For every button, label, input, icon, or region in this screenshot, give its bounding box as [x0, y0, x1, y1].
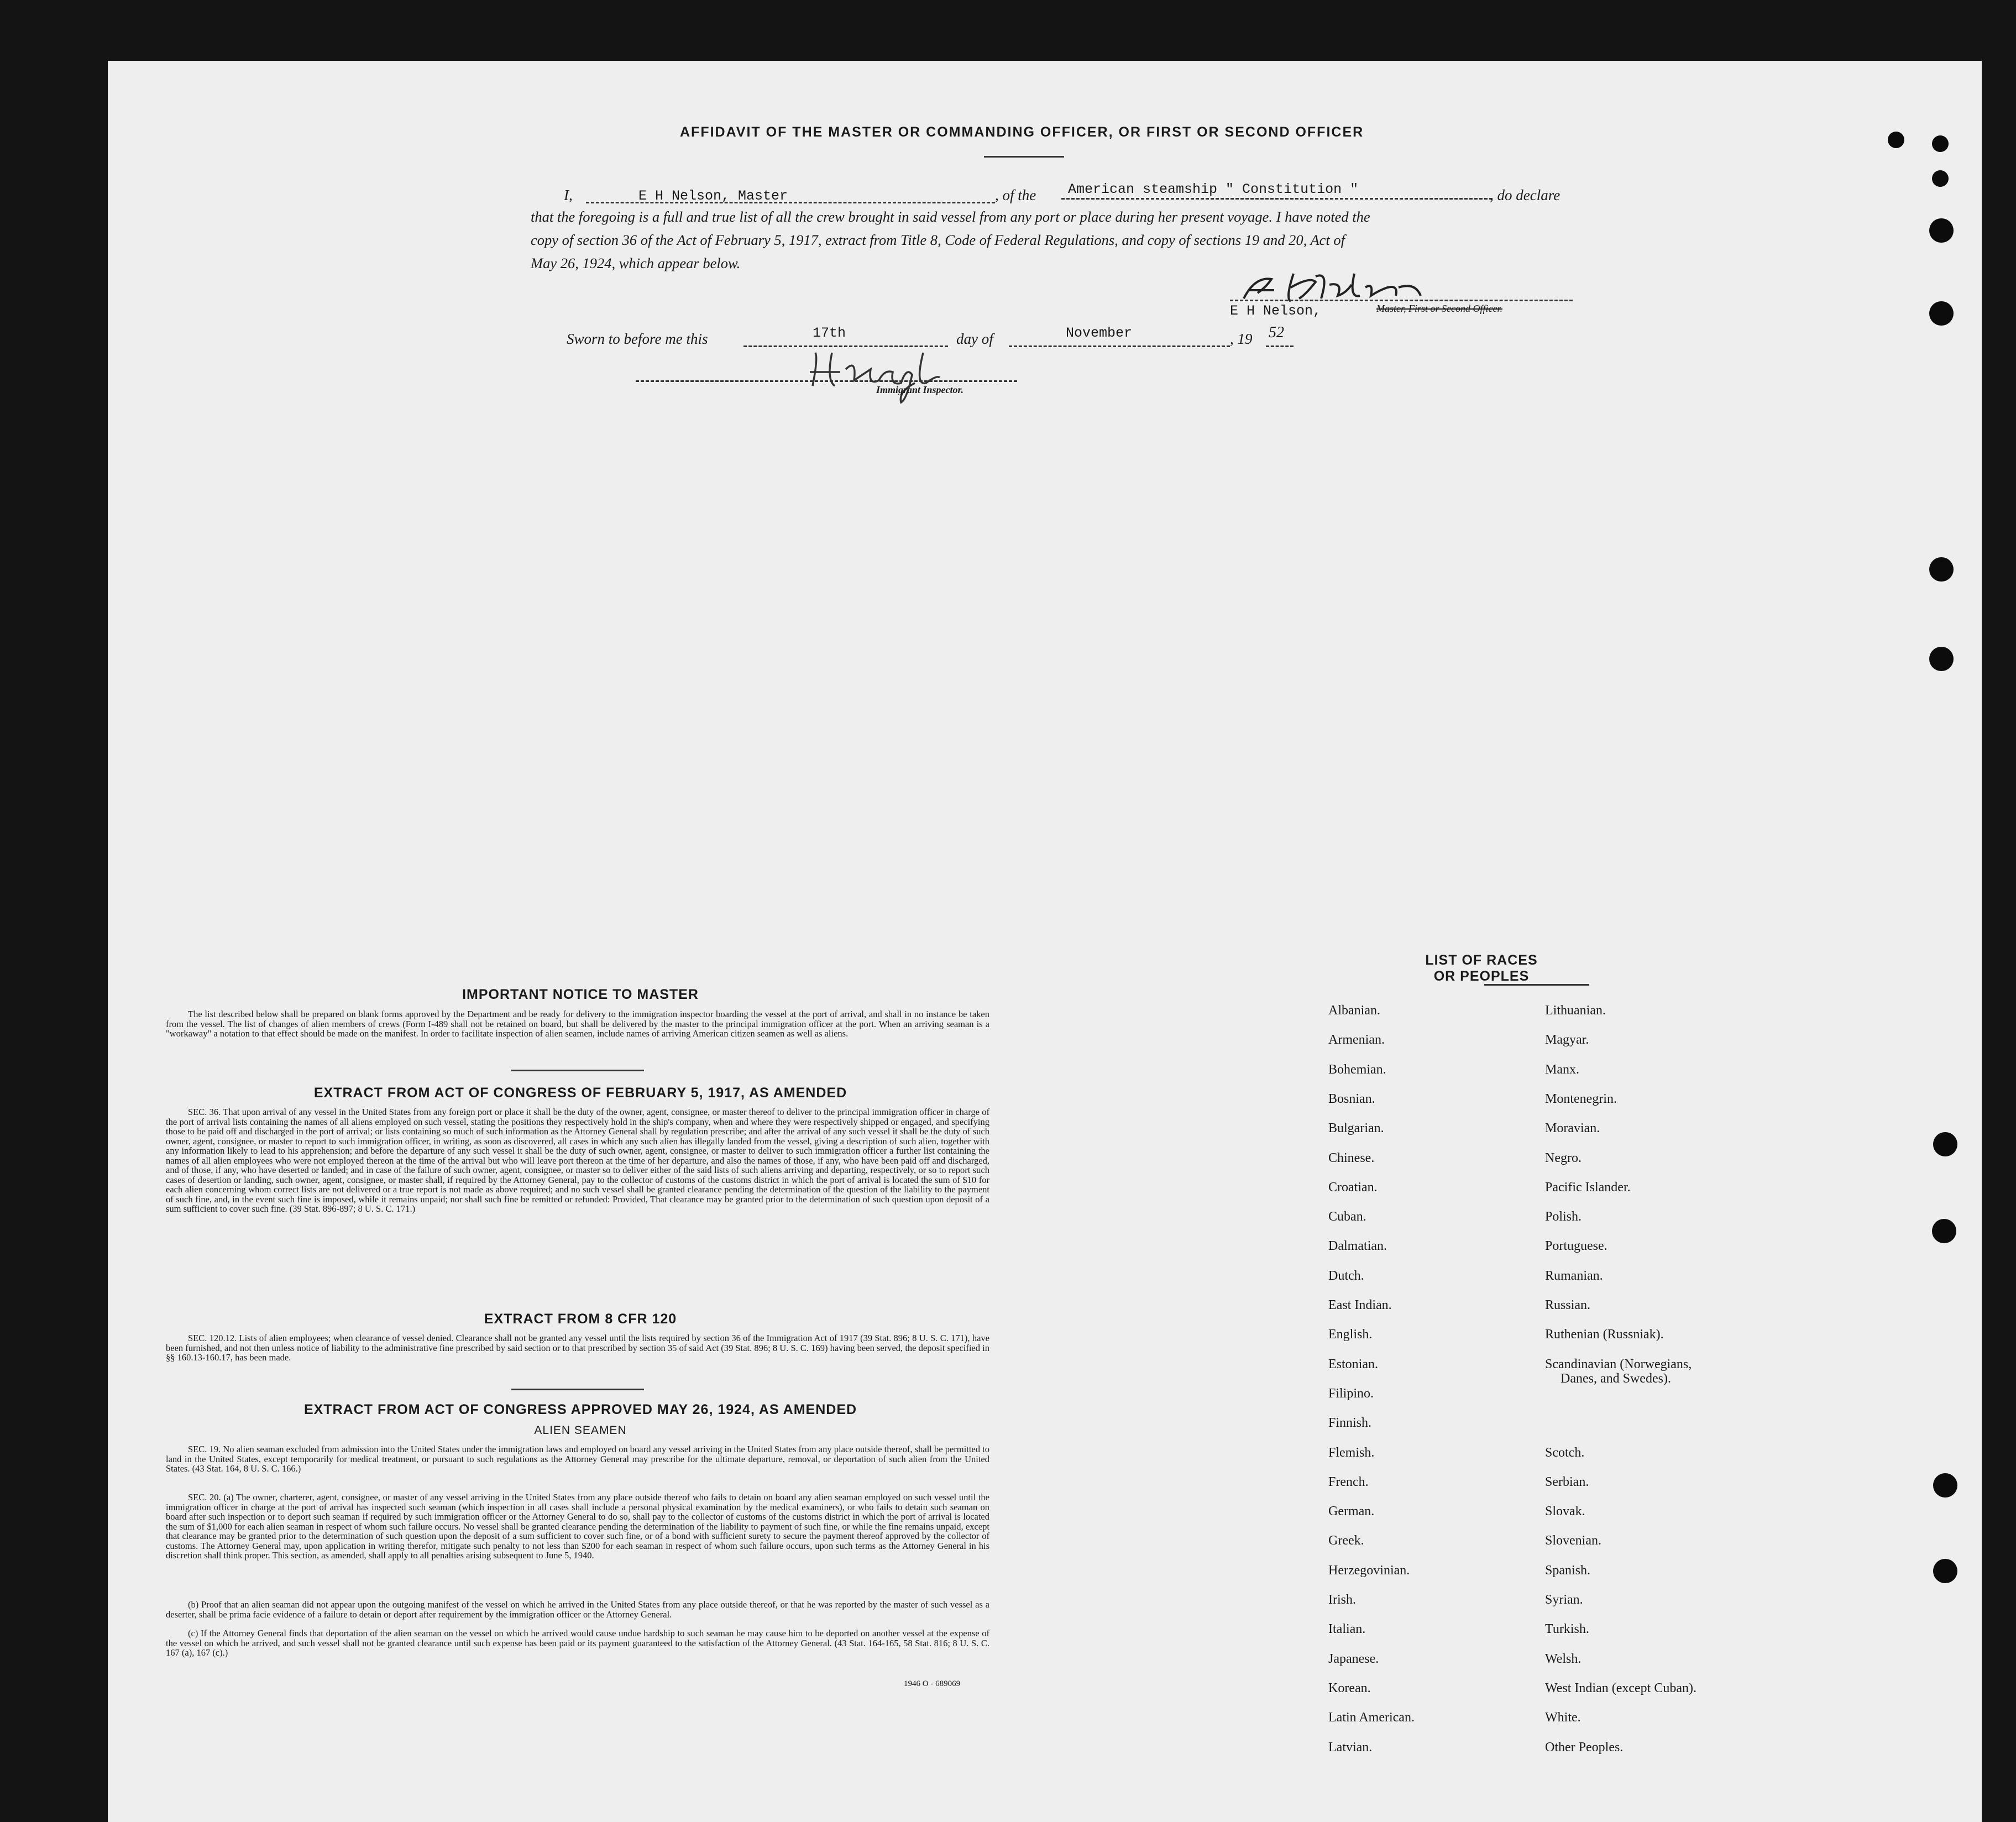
of-the-label: , of the [995, 187, 1036, 203]
do-declare-label: , do declare [1490, 187, 1561, 203]
race-item: Croatian. [1328, 1180, 1378, 1195]
race-item: Flemish. [1328, 1445, 1375, 1460]
race-item: Scotch. [1545, 1445, 1585, 1460]
race-item: Rumanian. [1545, 1268, 1603, 1283]
inspector-signature-underline [636, 380, 1017, 382]
i-label: I, [564, 187, 573, 203]
race-item: English. [1328, 1327, 1373, 1342]
act-1924-sec20c: (c) If the Attorney General finds that deportation of the alien seaman on the vessel on which he arrived would cause undue hardship to such seaman he may cause him to be deported on another vessel at the expense of the vessel on which he arrived, and such vessel shall not be granted clearance until such expense has been paid or its payment guaranteed to the satisfaction of the Attorney General. (43 Stat. 164-165, 58 Stat. 816; 8 U. S. C. 167 (a), 167 (c).) [166, 1628, 989, 1658]
race-item: West Indian (except Cuban). [1545, 1680, 1696, 1695]
punch-hole-icon [1929, 647, 1954, 671]
race-item: Japanese. [1328, 1651, 1379, 1666]
race-item: Other Peoples. [1545, 1740, 1624, 1755]
punch-hole-icon [1929, 557, 1954, 582]
year-suffix-value: 52 [1269, 324, 1284, 341]
race-item: Bulgarian. [1328, 1121, 1384, 1136]
day-of-label: day of [956, 331, 993, 347]
race-item: Lithuanian. [1545, 1003, 1606, 1018]
race-item: East Indian. [1328, 1298, 1392, 1312]
punch-hole-icon [1932, 1219, 1956, 1243]
notice-title: IMPORTANT NOTICE TO MASTER [462, 987, 699, 1002]
race-item: Irish. [1328, 1593, 1356, 1607]
race-item: Scandinavian (Norwegians, [1545, 1357, 1692, 1371]
section-divider [511, 1389, 644, 1390]
print-code: 1946 O - 689069 [904, 1679, 961, 1688]
title-divider [984, 156, 1064, 158]
punch-hole-icon [1888, 132, 1904, 148]
race-item: Estonian. [1328, 1357, 1378, 1371]
race-item: French. [1328, 1474, 1369, 1489]
race-item: Korean. [1328, 1680, 1371, 1695]
act-1924-subtitle: ALIEN SEAMEN [534, 1424, 627, 1437]
sworn-day-value: 17th [813, 325, 846, 341]
race-item: Latvian. [1328, 1740, 1373, 1755]
race-item: German. [1328, 1504, 1375, 1519]
cfr-text: SEC. 120.12. Lists of alien employees; when clearance of vessel denied. Clearance shall not be granted any vessel until the lists required by section 36 of the Immigration Act of 1917 (39 Stat. 896; 8 U. S. C. 171), have been furnished, and not then unless notice of liability to the administrative fine prescribed by said section or to that prescribed by section 35 of said Act (39 Stat. 896; 8 U. S. C. 169) having been served, the deposit specified in §§ 160.13-160.17, has been made. [166, 1333, 989, 1363]
act-1924-sec19: SEC. 19. No alien seaman excluded from admission into the United States under the immigration laws and employed on board any vessel arriving in the United States from any place outside thereof, shall be permitted to land in the United States, except temporarily for medical treatment, or pursuant to such regulations as the Attorney General may prescribe for the ultimate departure, removal, or deportation of such alien from the United States. (43 Stat. 164, 8 U. S. C. 166.) [166, 1444, 989, 1474]
act-1917-text: SEC. 36. That upon arrival of any vessel in the United States from any foreign port or place it shall be the duty of the owner, agent, consignee, or master thereof to deliver to the principal immigration officer in charge of the port of arrival lists containing the names of all aliens employed on such vessel, stating the positions they respectively hold in the ship's company, when and where they were respectively shipped or engaged, and specifying those to be paid off and discharged in the port of arrival; or lists containing so much of such information as the Attorney General shall by regulation prescribe; and after the arrival of any such vessel it shall be the duty of such owner, agent, consignee, or master to report to such immigration officer, in writing, as soon as discovered, all cases in which any such alien has illegally landed from the vessel, giving a description of such alien, together with any information likely to lead to his apprehension; and before the departure of any such vessel it shall be the duty of such owner, agent, consignee, or master to deliver to such immigration officer a further list containing the names of all alien employees who were not employed thereon at the time of the arrival but who will leave port thereon at the time of her departure, and also the names of those, if any, who have been paid off and discharged, and of those, if any, who have deserted or landed; and in case of the failure of such owner, agent, consignee, or master so to deliver either of the said lists of such aliens arriving and departing, respectively, or so to report such cases of desertion or landing, such owner, agent, consignee, or master shall, if required by the Attorney General, pay to the collector of customs of the customs district in which the port of arrival is located the sum of $10 for each alien concerning whom correct lists are not delivered or a true report is not made as above required; and no such vessel shall be granted clearance pending the determination of the question of the liability to the payment of such fine, and, in the event such fine is imposed, while it remains unpaid; nor shall such fine be remitted or refunded: Provided, That clearance may be granted prior to the determination of such question upon deposit of a sum sufficient to cover such fine. (39 Stat. 896-897; 8 U. S. C. 171.) [166, 1107, 989, 1214]
master-signature-underline [1230, 300, 1573, 301]
master-name-value: E H Nelson, Master [638, 188, 788, 204]
race-item: Cuban. [1328, 1210, 1366, 1224]
race-item: Montenegrin. [1545, 1091, 1617, 1106]
sworn-label: Sworn to before me this [567, 331, 708, 347]
race-item: Moravian. [1545, 1121, 1600, 1136]
year-prefix: , 19 [1230, 331, 1253, 347]
race-item: Danes, and Swedes). [1561, 1371, 1671, 1386]
race-item: Ruthenian (Russniak). [1545, 1327, 1664, 1342]
race-item: Spanish. [1545, 1563, 1591, 1578]
punch-hole-icon [1933, 1559, 1957, 1583]
act-1924-sec20a: SEC. 20. (a) The owner, charterer, agent, consignee, or master of any vessel arriving in the United States from any place outside thereof who fails to detain on board any alien seaman employed on such vessel until the immigration officer in charge at the port of arrival has inspected such seaman (which inspection in all cases shall include a personal physical examination by the medical examiners), or who fails to detain such seaman on board after such inspection or to deport such seaman if required by such immigration officer or the Attorney General to do so, shall pay to the collector of customs of the customs district in which the port of arrival is located the sum of $1,000 for each alien seaman in respect of whom such failure occurs. No vessel shall be granted clearance pending the determination of the liability to payment of such fine, or while the fine remains unpaid, except that clearance may be granted prior to the determination of such question upon the deposit of a sum sufficient to cover such fine, or of a bond with sufficient surety to secure the payment thereof approved by the collector of customs. The Attorney General may, upon application in writing therefor, mitigate such penalty to not less than $200 for each seaman in respect of whom such failure occurs, upon such terms as the Attorney General in his discretion shall think proper. This section, as amended, shall apply to all penalties arising subsequent to June 5, 1940. [166, 1492, 989, 1561]
race-item: Filipino. [1328, 1386, 1374, 1401]
race-item: Welsh. [1545, 1651, 1582, 1666]
declaration-line-4: May 26, 1924, which appear below. [531, 255, 741, 271]
race-item: Turkish. [1545, 1622, 1589, 1637]
affidavit-title: AFFIDAVIT OF THE MASTER OR COMMANDING OFFICER, OR FIRST OR SECOND OFFICER [680, 124, 1364, 140]
punch-hole-icon [1933, 1132, 1957, 1156]
cfr-title: EXTRACT FROM 8 CFR 120 [484, 1311, 677, 1327]
races-divider [1484, 984, 1589, 986]
race-item: Slovenian. [1545, 1533, 1601, 1548]
section-divider [511, 1070, 644, 1071]
sworn-month-underline [1009, 345, 1230, 347]
race-item: Serbian. [1545, 1474, 1589, 1489]
declaration-line-3: copy of section 36 of the Act of February 5, 1917, extract from Title 8, Code of Federal Regulations, and copy of sections 19 and 20, Act of [531, 232, 1345, 248]
race-item: Slovak. [1545, 1504, 1585, 1519]
race-item: Bosnian. [1328, 1091, 1375, 1106]
race-item: Greek. [1328, 1533, 1364, 1548]
officer-caption: Master, First or Second Officer. [1376, 303, 1502, 314]
race-item: Negro. [1545, 1150, 1582, 1165]
race-item: Pacific Islander. [1545, 1180, 1631, 1195]
vessel-value: American steamship " Constitution " [1068, 181, 1359, 197]
race-item: Dalmatian. [1328, 1239, 1387, 1254]
race-item: Manx. [1545, 1062, 1579, 1077]
punch-hole-icon [1932, 170, 1949, 187]
punch-hole-icon [1933, 1473, 1957, 1498]
race-item: Armenian. [1328, 1033, 1385, 1048]
notice-text: The list described below shall be prepared on blank forms approved by the Department and be ready for delivery to the immigration inspector boarding the vessel at the port of arrival, and shall in no instance be taken from the vessel. The list of changes of alien members of crews (Form I-489 shall not be retained on board, but shall be delivered by the master to the principal immigration officer at the port. When an arriving seaman is a "workaway" a notation to that effect should be made on the manifest. In order to facilitate inspection of alien seamen, include names of arriving American citizen seamen as well as aliens. [166, 1009, 989, 1039]
race-item: Russian. [1545, 1298, 1591, 1312]
race-item: White. [1545, 1710, 1581, 1725]
race-item: Latin American. [1328, 1710, 1415, 1725]
race-item: Polish. [1545, 1210, 1582, 1224]
vessel-underline [1061, 198, 1493, 200]
race-item: Italian. [1328, 1622, 1366, 1637]
race-item: Syrian. [1545, 1593, 1583, 1607]
act-1917-title: EXTRACT FROM ACT OF CONGRESS OF FEBRUARY 5, 1917, AS AMENDED [313, 1085, 847, 1101]
year-underline [1266, 345, 1294, 347]
punch-hole-icon [1929, 301, 1954, 326]
race-item: Finnish. [1328, 1416, 1372, 1431]
punch-hole-icon [1932, 135, 1949, 152]
race-item: Albanian. [1328, 1003, 1380, 1018]
inspector-signature [802, 347, 1012, 408]
races-title: LIST OF RACES OR PEOPLES [1425, 952, 1538, 984]
race-item: Magyar. [1545, 1033, 1589, 1048]
race-item: Dutch. [1328, 1268, 1364, 1283]
declaration-line-2: that the foregoing is a full and true list of all the crew brought in said vessel from any port or place during her present voyage. I have noted the [531, 208, 1370, 225]
act-1924-sec20b: (b) Proof that an alien seaman did not appear upon the outgoing manifest of the vessel on which he arrived in the United States from any place outside thereof, or that he was reported by the master of such vessel as a deserter, shall be prima facie evidence of a failure to detain or deport after requirement by the immigration officer or the Attorney General. [166, 1599, 989, 1620]
race-item: Bohemian. [1328, 1062, 1386, 1077]
race-item: Herzegovinian. [1328, 1563, 1410, 1578]
sworn-month-value: November [1066, 325, 1133, 341]
race-item: Chinese. [1328, 1150, 1375, 1165]
act-1924-title: EXTRACT FROM ACT OF CONGRESS APPROVED MAY 26, 1924, AS AMENDED [303, 1402, 857, 1417]
signer-typed-name: E H Nelson, [1230, 303, 1322, 319]
punch-hole-icon [1929, 218, 1954, 243]
inspector-caption: Immigrant Inspector. [876, 384, 964, 395]
race-item: Portuguese. [1545, 1239, 1607, 1254]
